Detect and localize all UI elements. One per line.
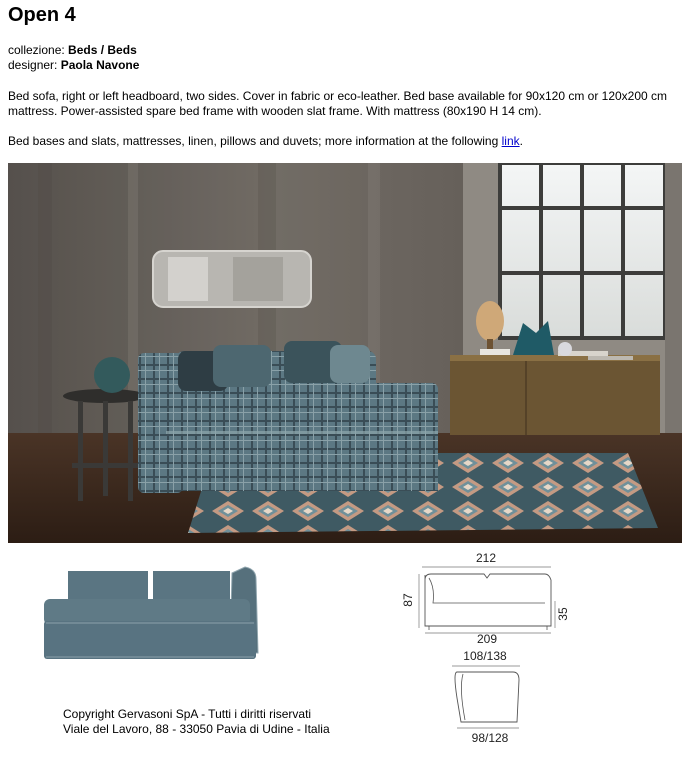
collection-line xyxy=(8,43,139,58)
designer-label: designer: xyxy=(8,58,58,72)
room-photo xyxy=(8,163,682,543)
dim-depth-bottom: 98/128 xyxy=(471,731,509,745)
dim-bottom-width: 209 xyxy=(476,632,498,646)
page-title: Open 4 xyxy=(8,4,76,26)
sofa-product-image xyxy=(40,565,260,665)
designer-value: Paola Navone xyxy=(60,58,140,72)
collection-value: Beds / Beds xyxy=(68,43,137,57)
copyright-line: Copyright Gervasoni SpA - Tutti i diritti riservati xyxy=(63,707,312,721)
dim-top-width: 212 xyxy=(475,551,497,565)
designer-line xyxy=(8,58,139,73)
dimension-drawings xyxy=(395,548,595,748)
product-description: Bed sofa, right or left headboard, two sides. Cover in fabric or eco-leather. Bed base available for 90x120 cm or 120x200 cm mattress. Power-assisted spare bed frame with wooden slat frame. With mattress (80x190 H 14 cm). xyxy=(8,89,668,118)
copyright-block xyxy=(63,707,330,737)
more-info xyxy=(8,134,523,149)
more-info-end: . xyxy=(519,134,523,148)
product-meta xyxy=(8,43,139,73)
address-line: Viale del Lavoro, 88 - 33050 Pavia di Udine - Italia xyxy=(63,722,330,736)
more-info-text: Bed bases and slats, mattresses, linen, pillows and duvets; more information at the following xyxy=(8,134,499,148)
dim-depth-top: 108/138 xyxy=(463,649,507,663)
dim-height: 87 xyxy=(401,593,415,607)
collection-label: collezione: xyxy=(8,43,65,57)
more-info-link[interactable]: link xyxy=(501,134,520,148)
dim-seat-height: 35 xyxy=(556,607,570,621)
